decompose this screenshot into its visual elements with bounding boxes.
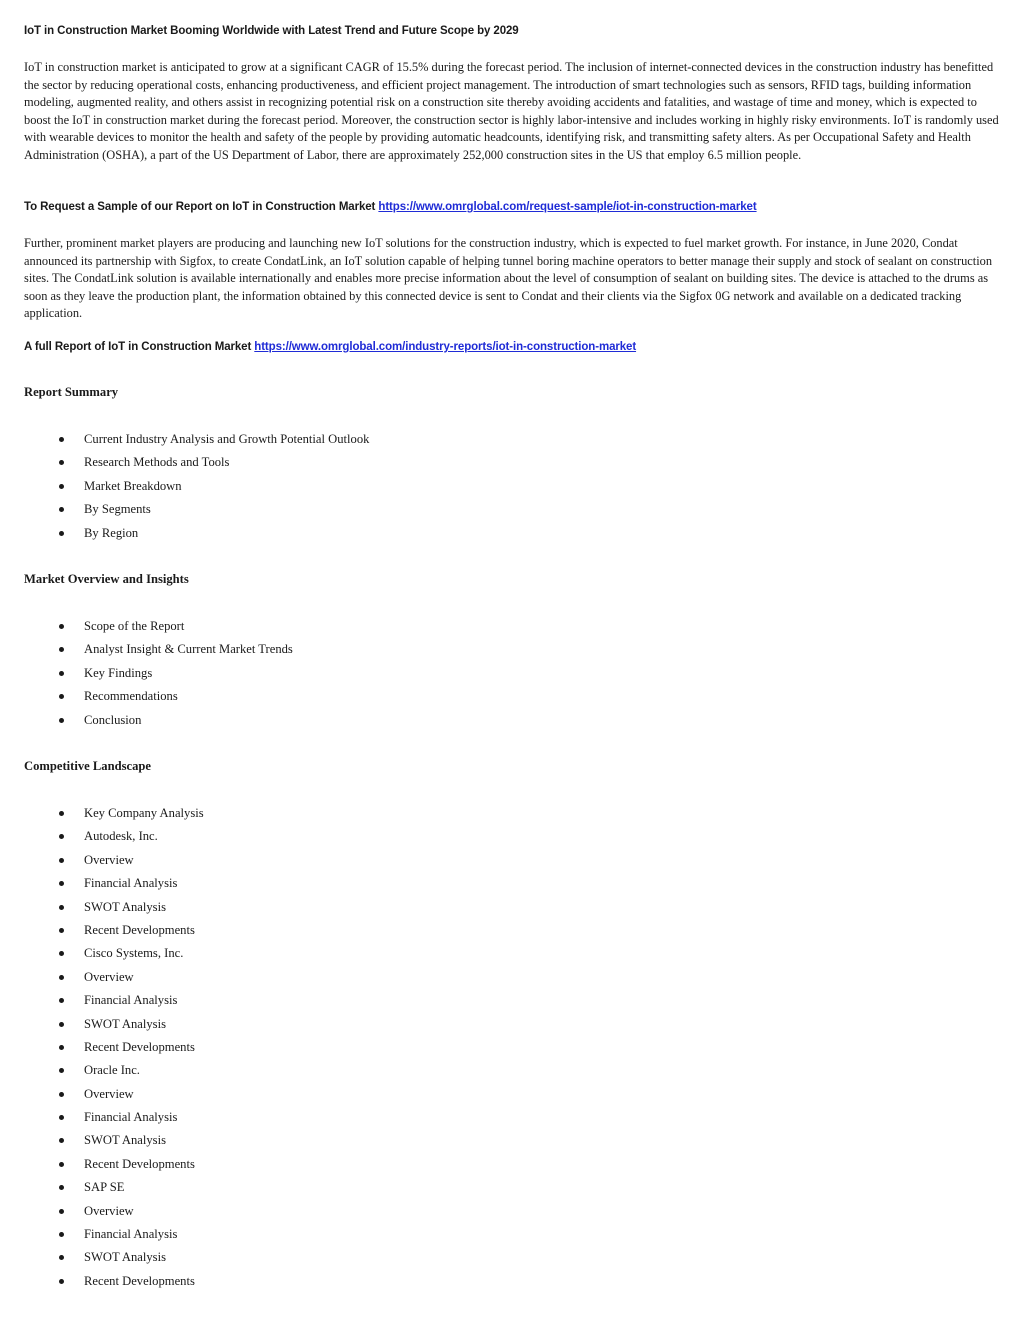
bullet-icon — [59, 484, 64, 489]
bullet-icon — [59, 671, 64, 676]
bullet-icon — [59, 624, 64, 629]
section-heading-competitive-landscape: Competitive Landscape — [24, 759, 151, 773]
bullet-icon — [59, 531, 64, 536]
list-item-label: Overview — [84, 1203, 134, 1218]
bullet-icon — [59, 1279, 64, 1284]
list-item-label: SWOT Analysis — [84, 899, 166, 914]
list-item-label: Analyst Insight & Current Market Trends — [84, 642, 293, 657]
page-title: IoT in Construction Market Booming Worldwide with Latest Trend and Future Scope by 2029 — [24, 25, 519, 37]
bullet-icon — [59, 1022, 64, 1027]
sample-request-label: To Request a Sample of our Report on IoT in Construction Market — [24, 201, 379, 213]
sample-request-link[interactable]: https://www.omrglobal.com/request-sample/iot-in-construction-market — [378, 201, 757, 213]
bullet-icon — [59, 1185, 64, 1190]
list-item-label: SWOT Analysis — [84, 1133, 166, 1148]
bullet-icon — [59, 834, 64, 839]
list-item-label: Recent Developments — [84, 1273, 195, 1288]
bullet-icon — [59, 1045, 64, 1050]
list-item-label: Cisco Systems, Inc. — [84, 946, 184, 961]
full-report-link[interactable]: https://www.omrglobal.com/industry-reports/iot-in-construction-market — [254, 341, 637, 353]
list-item-label: Financial Analysis — [84, 1227, 178, 1242]
list-item-label: Recent Developments — [84, 1156, 195, 1171]
list-item-label: Key Company Analysis — [84, 806, 204, 820]
bullet-icon — [59, 1232, 64, 1237]
list-item-label: Current Industry Analysis and Growth Potential Outlook — [84, 432, 370, 446]
list-item-label: Recent Developments — [84, 1039, 195, 1054]
list-item-label: Market Breakdown — [84, 478, 182, 493]
bullet-icon — [59, 1138, 64, 1143]
market-players-paragraph: Further, prominent market players are producing and launching new IoT solutions for the construction industry, which is expected to fuel market growth. For instance, in June 2020, Condat announced its partnership with Sigfox, to create CondatLink, an IoT solution capable of helping tunnel boring machine operators to better manage their supply and stock of sealant on construction sites. The CondatLink solution is available internationally and enables more precise information about the level of consumption of sealant on building sites. The device is attached to the drums as soon as they leave the production plant, the information obtained by this connected device is sent to Condat and their clients via the Sigfox 0G network and available on a dedicated tracking application. — [24, 236, 993, 321]
list-item-label: By Region — [84, 525, 139, 540]
section-heading-market-overview: Market Overview and Insights — [24, 572, 189, 586]
bullet-icon — [59, 928, 64, 933]
bullet-icon — [59, 1092, 64, 1097]
bullet-icon — [59, 1162, 64, 1167]
list-item-label: SWOT Analysis — [84, 1250, 166, 1265]
full-report-line — [24, 341, 636, 353]
list-item-label: Overview — [84, 1086, 134, 1101]
list-item-label: Financial Analysis — [84, 876, 178, 891]
bullet-icon — [59, 507, 64, 512]
full-report-label: A full Report of IoT in Construction Market — [24, 341, 255, 353]
list-item-label: Autodesk, Inc. — [84, 829, 158, 844]
sample-request-line — [24, 201, 757, 213]
bullet-icon — [59, 647, 64, 652]
list-item-label: Recent Developments — [84, 922, 195, 937]
list-item-label: Key Findings — [84, 665, 153, 680]
list-item-label: Research Methods and Tools — [84, 455, 230, 470]
bullet-icon — [59, 718, 64, 723]
bullet-icon — [59, 1068, 64, 1073]
bullet-icon — [59, 881, 64, 886]
bullet-icon — [59, 905, 64, 910]
list-item-label: SAP SE — [84, 1180, 125, 1195]
bullet-icon — [59, 460, 64, 465]
list-item-label: Financial Analysis — [84, 993, 178, 1008]
intro-paragraph: IoT in construction market is anticipated to grow at a significant CAGR of 15.5% during the forecast period. The inclusion of internet-connected devices in the construction industry has benefitted the sector by reducing operational costs, enhancing productiveness, and efficient project management. The introduction of smart technologies such as sensors, RFID tags, building information modeling, augmented reality, and others assist in recognizing potential risk on a construction site thereby avoiding accidents and fatalities, and wastage of time and money, which is expected to boost the IoT in construction market during the forecast period. Moreover, the construction sector is highly labor-intensive and includes working in highly risky environments. IoT is randomly used with wearable devices to monitor the health and safety of the people by providing automatic headcounts, identifying risk, and transmitting safety alters. As per Occupational Safety and Health Administration (OSHA), a part of the US Department of Labor, there are approximately 252,000 construction sites in the US that employ 6.5 million people. — [24, 60, 999, 162]
list-item-label: Oracle Inc. — [84, 1063, 140, 1078]
bullet-icon — [59, 1255, 64, 1260]
bullet-icon — [59, 998, 64, 1003]
list-item-label: Recommendations — [84, 689, 178, 704]
section-heading-report-summary: Report Summary — [24, 385, 119, 399]
bullet-icon — [59, 437, 64, 442]
list-item-label: Overview — [84, 969, 134, 984]
bullet-icon — [59, 1115, 64, 1120]
bullet-icon — [59, 811, 64, 816]
bullet-icon — [59, 694, 64, 699]
list-item-label: Scope of the Report — [84, 619, 185, 633]
bullet-icon — [59, 975, 64, 980]
list-item-label: Overview — [84, 852, 134, 867]
list-item-label: SWOT Analysis — [84, 1016, 166, 1031]
list-item-label: Financial Analysis — [84, 1110, 178, 1125]
list-item-label: Conclusion — [84, 712, 142, 727]
bullet-icon — [59, 951, 64, 956]
bullet-icon — [59, 858, 64, 863]
bullet-icon — [59, 1209, 64, 1214]
list-item-label: By Segments — [84, 502, 151, 517]
